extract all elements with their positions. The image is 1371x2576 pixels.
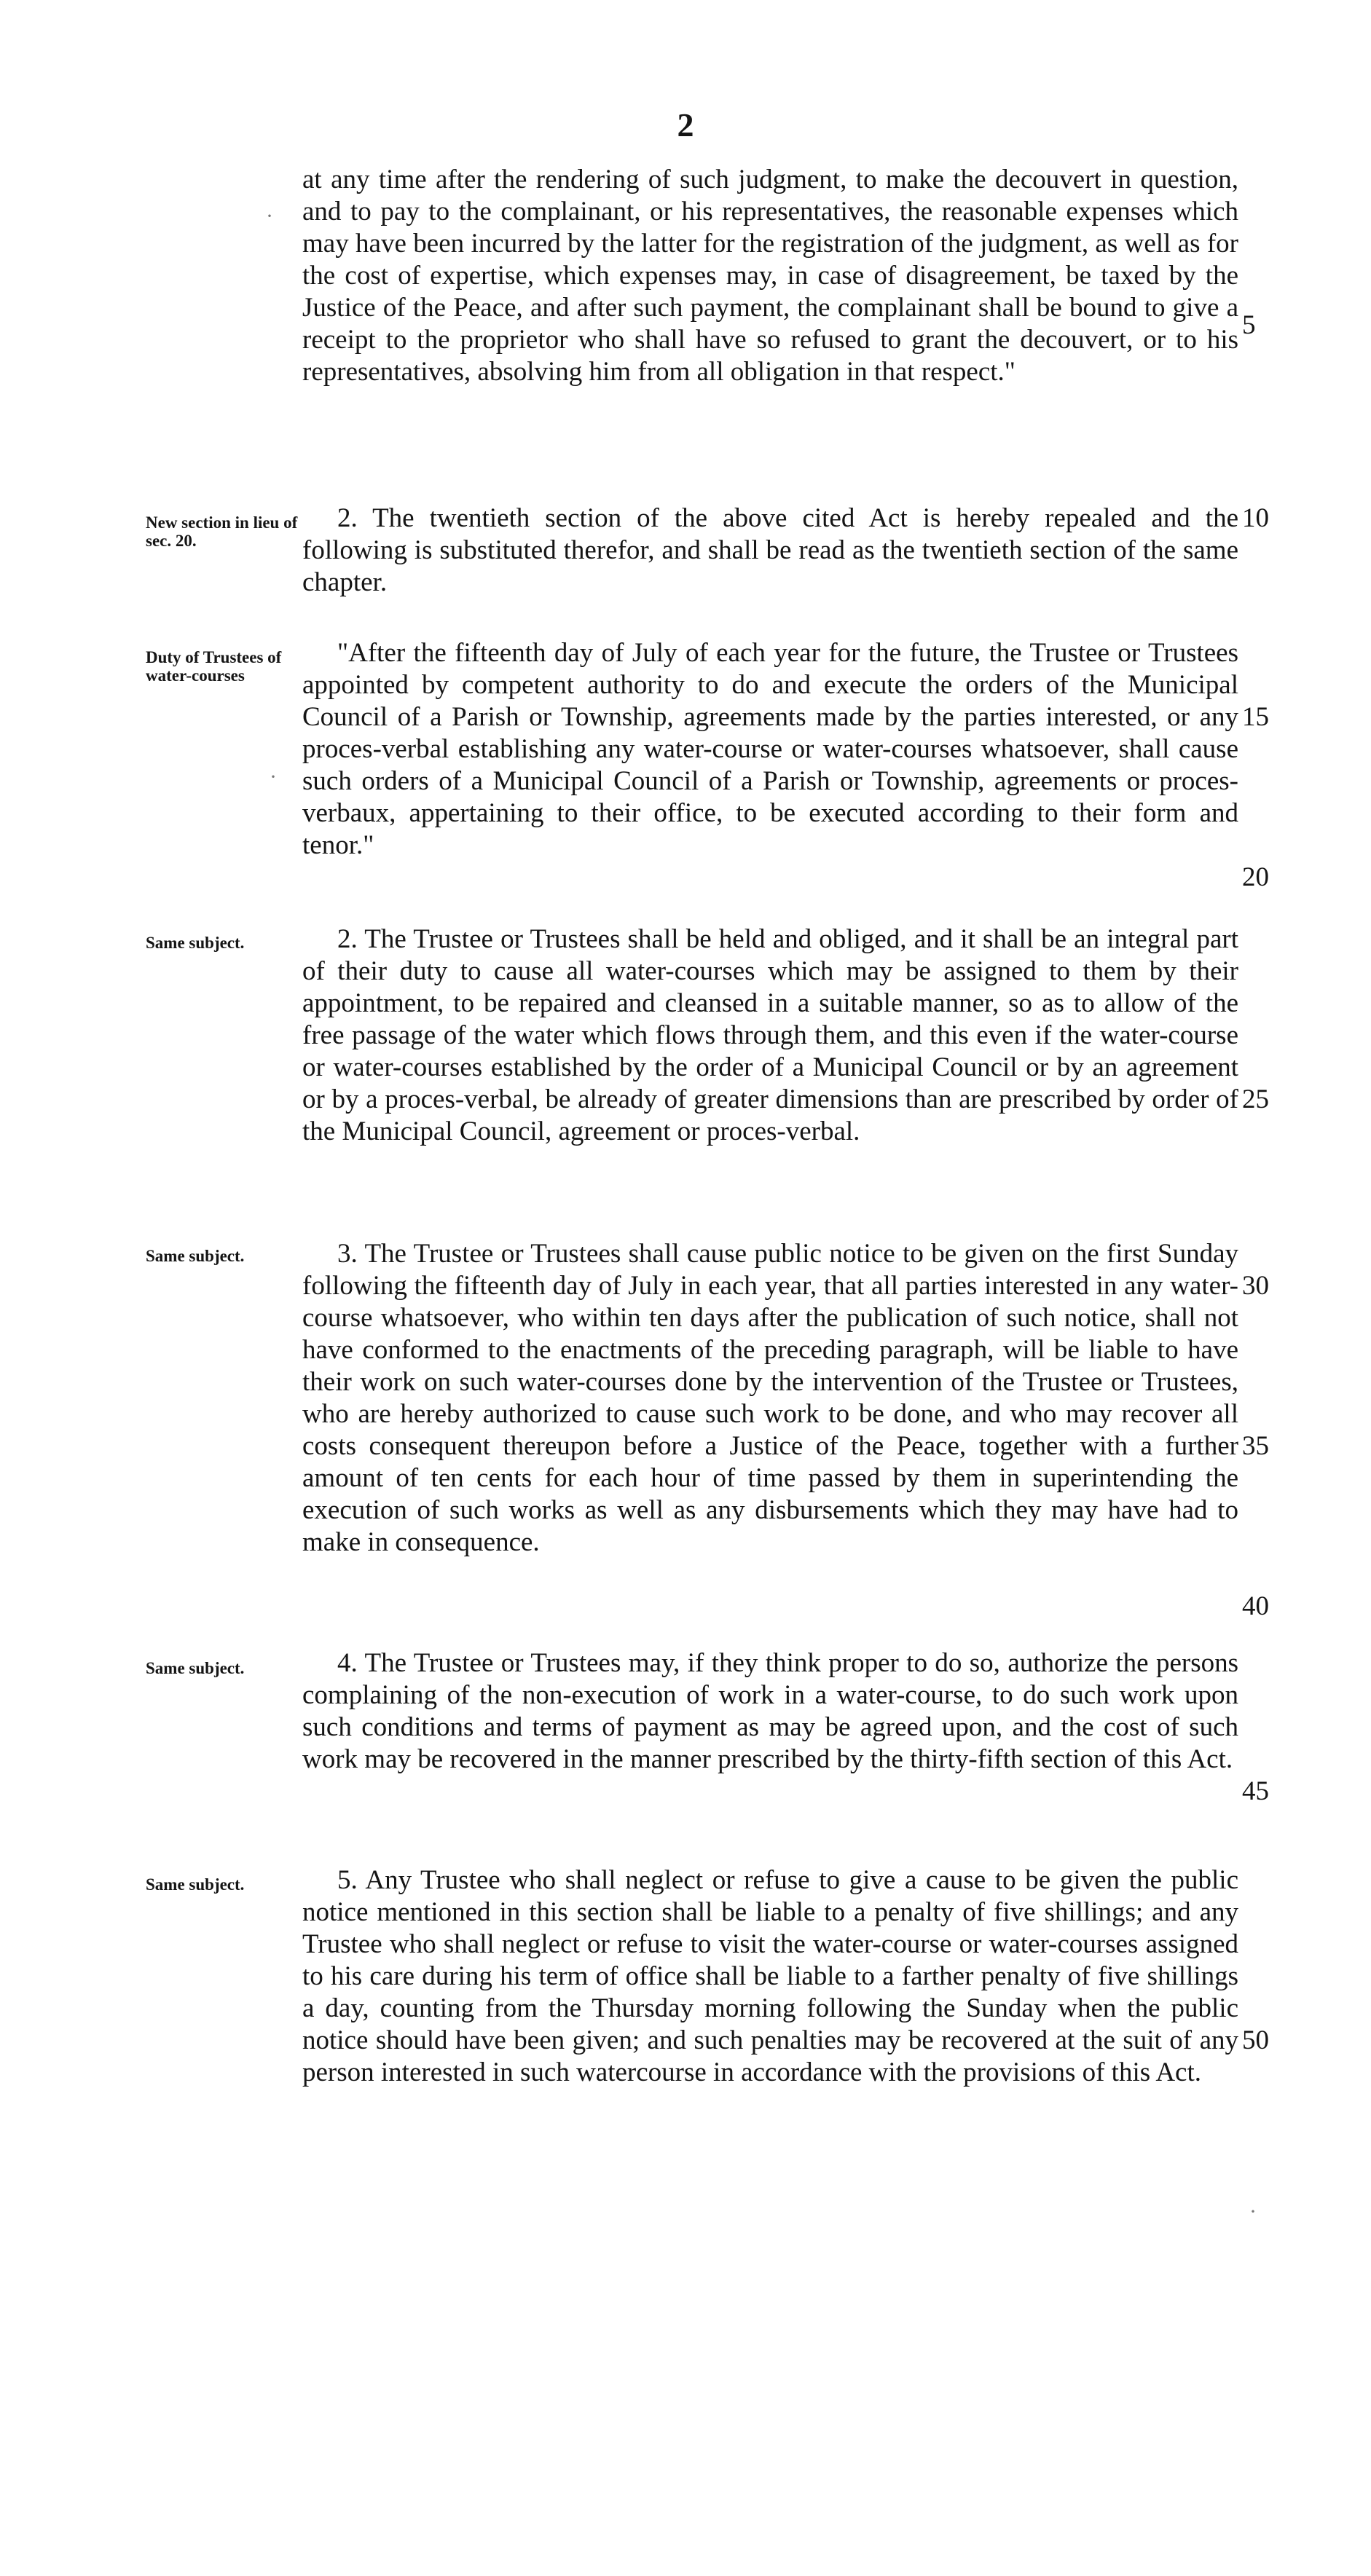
duty-of-trustees-text: "After the fifteenth day of July of each year for the future, the Trustee or Trustees appointed by competent authority to do and execute the orders of the Municipal Council of a Parish or Township, agreements made by the parties interested, or any proces-verbal establishing any water-course or water-courses whatsoever, shall cause such orders of a Municipal Council of a Parish or Township, agreements or proces-verbaux, appertaining to their office, to be executed according to their form and tenor." — [302, 638, 1238, 860]
continuation-text: at any time after the rendering of such judgment, to make the decouvert in question, and to pay to the complainant, or his representatives, the reasonable expenses which may have been incurred by the latter for the registration of the judgment, as well as for the cost of expertise, which expenses may, in case of disagreement, be taxed by the Justice of the Peace, and after such payment, the complainant shall be bound to give a receipt to the proprietor who shall have so refused to grant the decouvert, or to his representatives, absolving him from all obligation in that respect." — [302, 165, 1238, 387]
line-number: 50 — [1242, 2025, 1269, 2055]
line-number: 5 — [1242, 310, 1256, 340]
section-2-text: 2. The twentieth section of the above cited Act is hereby repealed and the following is substituted therefor, and shall be read as the twentieth section of the same chapter. — [302, 503, 1238, 597]
margin-note-same-subject: Same subject. — [146, 1659, 245, 1677]
margin-note-new-section: New section in lieu of sec. 20. — [146, 513, 298, 550]
scan-speck: · — [270, 765, 277, 789]
paragraph-4-text: 4. The Trustee or Trustees may, if they think proper to do so, authorize the persons complaining of the non-execution of work in a water-course, to do such work upon such conditions and terms of payment as may be agreed upon, and the cost of such work may be recovered in the manner prescribed by the thirty-fifth section of this Act. — [302, 1648, 1238, 1774]
line-number: 30 — [1242, 1271, 1269, 1301]
line-number: 15 — [1242, 702, 1269, 732]
line-number: 40 — [1242, 1591, 1269, 1621]
page-number: 2 — [677, 106, 694, 143]
margin-note-same-subject: Same subject. — [146, 934, 245, 952]
scan-speck: · — [266, 204, 273, 228]
paragraph-5-text: 5. Any Trustee who shall neglect or refuse to give a cause to be given the public notice mentioned in this section shall be liable to a penalty of five shillings; and any Trustee who shall neglect or refuse to visit the water-course or water-courses assigned to his care during his term of office shall be liable to a farther penalty of five shillings a day, counting from the Thursday morning following the Sunday when the public notice should have been given; and such penalties may be recovered at the suit of any person interested in such watercourse in accordance with the provisions of this Act. — [302, 1865, 1238, 2087]
margin-note-same-subject: Same subject. — [146, 1247, 245, 1265]
line-number: 35 — [1242, 1431, 1269, 1461]
margin-note-same-subject: Same subject. — [146, 1875, 245, 1894]
line-number: 25 — [1242, 1084, 1269, 1114]
scan-speck: · — [1249, 2199, 1257, 2224]
paragraph-2-text: 2. The Trustee or Trustees shall be held and obliged, and it shall be an integral part of their duty to cause all water-courses which may be assigned to them by their appointment, to be repaired and cleansed in a suitable manner, so as to allow of the free passage of the water which flows through them, and this even if the water-course or water-courses established by the order of a Municipal Council or by an agreement or by a proces-verbal, be already of greater dimensions than are prescribed by order of the Municipal Council, agreement or proces-verbal. — [302, 924, 1238, 1146]
line-number: 20 — [1242, 862, 1269, 892]
paragraph-3-text: 3. The Trustee or Trustees shall cause public notice to be given on the first Sunday following the fifteenth day of July in each year, that all parties interested in any water-course whatsoever, who within ten days after the publication of such notice, shall not have conformed to the enactments of the preceding paragraph, will be liable to have their work on such water-courses done by the intervention of the Trustee or Trustees, who are hereby authorized to cause such work to be done, and who may recover all costs consequent thereupon before a Justice of the Peace, together with a further amount of ten cents for each hour of time passed by them in superintending the execution of such works as well as any disbursements which they may have had to make in consequence. — [302, 1239, 1238, 1557]
line-number: 45 — [1242, 1776, 1269, 1806]
line-number: 10 — [1242, 503, 1269, 533]
margin-note-duty-of-trustees: Duty of Trustees of water-courses — [146, 648, 282, 685]
